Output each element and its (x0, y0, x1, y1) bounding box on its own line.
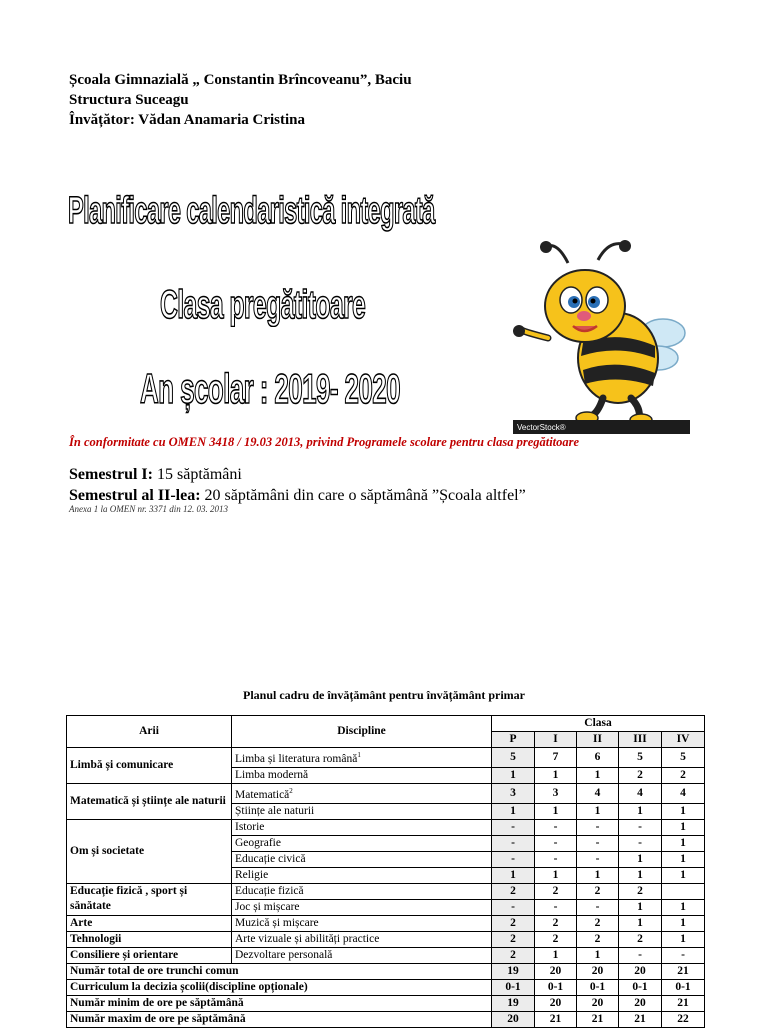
value-cell: - (619, 947, 662, 963)
value-cell: - (662, 947, 705, 963)
summary-value: 21 (662, 995, 705, 1011)
value-cell: 2 (619, 931, 662, 947)
summary-value: 20 (619, 995, 662, 1011)
grade-header: III (619, 732, 662, 748)
summary-label: Număr minim de ore pe săptămână (67, 995, 492, 1011)
conformity-note: În conformitate cu OMEN 3418 / 19.03 2013, privind Programele scolare pentru clasa pregătitoare (69, 435, 580, 449)
value-cell: 2 (577, 915, 619, 931)
discipline-cell: Geografie (232, 835, 492, 851)
value-cell: - (492, 819, 535, 835)
value-cell: 3 (535, 783, 577, 803)
value-cell: 1 (662, 851, 705, 867)
summary-row (67, 995, 705, 1011)
value-cell: 2 (619, 767, 662, 783)
value-cell: 1 (535, 803, 577, 819)
summary-value: 0-1 (492, 979, 535, 995)
value-cell: - (619, 835, 662, 851)
teacher-name: Învățător: Vădan Anamaria Cristina (69, 112, 305, 128)
grade-header: I (535, 732, 577, 748)
value-cell (662, 883, 705, 899)
semester-2 (69, 487, 526, 505)
value-cell: 1 (619, 803, 662, 819)
summary-value: 0-1 (535, 979, 577, 995)
value-cell: 1 (535, 767, 577, 783)
semester-2-label: Semestrul al II-lea: (69, 487, 201, 504)
value-cell: 1 (619, 867, 662, 883)
value-cell: - (492, 851, 535, 867)
value-cell: 1 (492, 803, 535, 819)
summary-value: 21 (662, 963, 705, 979)
summary-value: 21 (535, 1011, 577, 1027)
discipline-cell: Limba și literatura română$^1$ (232, 748, 492, 768)
area-cell: Matematică și științe ale naturii (67, 783, 232, 819)
semester-1 (69, 466, 242, 484)
summary-label: Număr total de ore trunchi comun (67, 963, 492, 979)
value-cell: 1 (492, 867, 535, 883)
discipline-cell: Religie (232, 867, 492, 883)
grade-header: II (577, 732, 619, 748)
vectorstock-watermark: VectorStock® (517, 423, 566, 432)
value-cell: 2 (492, 915, 535, 931)
value-cell: 2 (619, 883, 662, 899)
school-name: Școala Gimnazială „ Constantin Brîncoveanu”, Baciu (69, 72, 412, 88)
summary-value: 0-1 (662, 979, 705, 995)
discipline-cell: Educație fizică (232, 883, 492, 899)
value-cell: 1 (577, 867, 619, 883)
value-cell: 1 (577, 767, 619, 783)
grade-header: IV (662, 732, 705, 748)
bee-illustration (513, 238, 690, 434)
summary-value: 20 (577, 995, 619, 1011)
discipline-cell: Științe ale naturii (232, 803, 492, 819)
value-cell: 2 (535, 931, 577, 947)
discipline-cell: Educație civică (232, 851, 492, 867)
summary-value: 20 (577, 963, 619, 979)
value-cell: 1 (619, 915, 662, 931)
area-cell: Arte (67, 915, 232, 931)
title-line-1: Planificare calendaristică integrată (68, 190, 435, 232)
area-cell: Om și societate (67, 819, 232, 883)
summary-value: 19 (492, 995, 535, 1011)
title-line-3: An școlar : 2019- 2020 (140, 365, 400, 412)
grade-header: P (492, 732, 535, 748)
table-title: Planul cadru de învățământ pentru învățământ primar (242, 688, 525, 702)
table-row (67, 783, 705, 803)
discipline-cell: Arte vizuale și abilități practice (232, 931, 492, 947)
summary-value: 20 (535, 995, 577, 1011)
table-row (67, 947, 705, 963)
value-cell: 5 (619, 748, 662, 768)
area-cell: Tehnologii (67, 931, 232, 947)
value-cell: - (535, 899, 577, 915)
value-cell: - (492, 899, 535, 915)
value-cell: 2 (535, 883, 577, 899)
header-arii: Arii (67, 716, 232, 748)
value-cell: 2 (492, 947, 535, 963)
annex-note: Anexa 1 la OMEN nr. 3371 din 12. 03. 2013 (69, 504, 228, 514)
value-cell: 2 (535, 915, 577, 931)
value-cell: 5 (662, 748, 705, 768)
semester-1-label: Semestrul I: (69, 466, 153, 483)
title-line-2: Clasa pregătitoare (160, 283, 366, 327)
discipline-cell: Matematică$^2$ (232, 783, 492, 803)
discipline-cell: Istorie (232, 819, 492, 835)
discipline-cell: Muzică și mișcare (232, 915, 492, 931)
value-cell: 4 (619, 783, 662, 803)
table-row (67, 931, 705, 947)
summary-value: 20 (619, 963, 662, 979)
value-cell: 6 (577, 748, 619, 768)
value-cell: - (577, 899, 619, 915)
value-cell: 2 (492, 883, 535, 899)
school-structure: Structura Suceagu (69, 92, 189, 108)
value-cell: 1 (535, 947, 577, 963)
summary-label: Număr maxim de ore pe săptămână (67, 1011, 492, 1027)
value-cell: 1 (662, 915, 705, 931)
discipline-cell: Limba modernă (232, 767, 492, 783)
header-clasa: Clasa (492, 716, 705, 732)
area-cell: Limbă și comunicare (67, 748, 232, 784)
value-cell: 1 (577, 803, 619, 819)
summary-value: 22 (662, 1011, 705, 1027)
summary-row (67, 1011, 705, 1027)
summary-label: Curriculum la decizia școlii(discipline opționale) (67, 979, 492, 995)
value-cell: 3 (492, 783, 535, 803)
value-cell: 1 (662, 819, 705, 835)
value-cell: 1 (662, 803, 705, 819)
value-cell: 2 (577, 931, 619, 947)
semester-1-value: 15 săptămâni (152, 466, 242, 483)
summary-row (67, 979, 705, 995)
table-row (67, 819, 705, 835)
semester-2-value: 20 săptămâni din care o săptămână ”Școala altfel” (200, 487, 526, 504)
value-cell: 1 (535, 867, 577, 883)
value-cell: 4 (577, 783, 619, 803)
value-cell: - (619, 819, 662, 835)
summary-value: 20 (492, 1011, 535, 1027)
value-cell: - (535, 819, 577, 835)
value-cell: 1 (492, 767, 535, 783)
table-row (67, 748, 705, 768)
value-cell: 1 (662, 899, 705, 915)
value-cell: 1 (619, 851, 662, 867)
value-cell: 7 (535, 748, 577, 768)
curriculum-table (66, 715, 705, 1028)
value-cell: 2 (492, 931, 535, 947)
value-cell: 1 (662, 867, 705, 883)
summary-value: 20 (535, 963, 577, 979)
value-cell: 5 (492, 748, 535, 768)
discipline-cell: Joc și mișcare (232, 899, 492, 915)
header-discipline: Discipline (232, 716, 492, 748)
summary-value: 19 (492, 963, 535, 979)
value-cell: - (577, 819, 619, 835)
summary-row (67, 963, 705, 979)
value-cell: - (577, 851, 619, 867)
area-cell: Consiliere și orientare (67, 947, 232, 963)
value-cell: - (577, 835, 619, 851)
discipline-cell: Dezvoltare personală (232, 947, 492, 963)
table-row (67, 883, 705, 899)
value-cell: 1 (662, 835, 705, 851)
value-cell: - (535, 835, 577, 851)
area-cell: Educație fizică , sport și sănătate (67, 883, 232, 915)
value-cell: 2 (577, 883, 619, 899)
value-cell: 1 (662, 931, 705, 947)
value-cell: - (535, 851, 577, 867)
summary-value: 21 (577, 1011, 619, 1027)
value-cell: 4 (662, 783, 705, 803)
table-row (67, 915, 705, 931)
summary-value: 0-1 (577, 979, 619, 995)
value-cell: 1 (619, 899, 662, 915)
value-cell: - (492, 835, 535, 851)
value-cell: 2 (662, 767, 705, 783)
value-cell: 1 (577, 947, 619, 963)
summary-value: 0-1 (619, 979, 662, 995)
summary-value: 21 (619, 1011, 662, 1027)
